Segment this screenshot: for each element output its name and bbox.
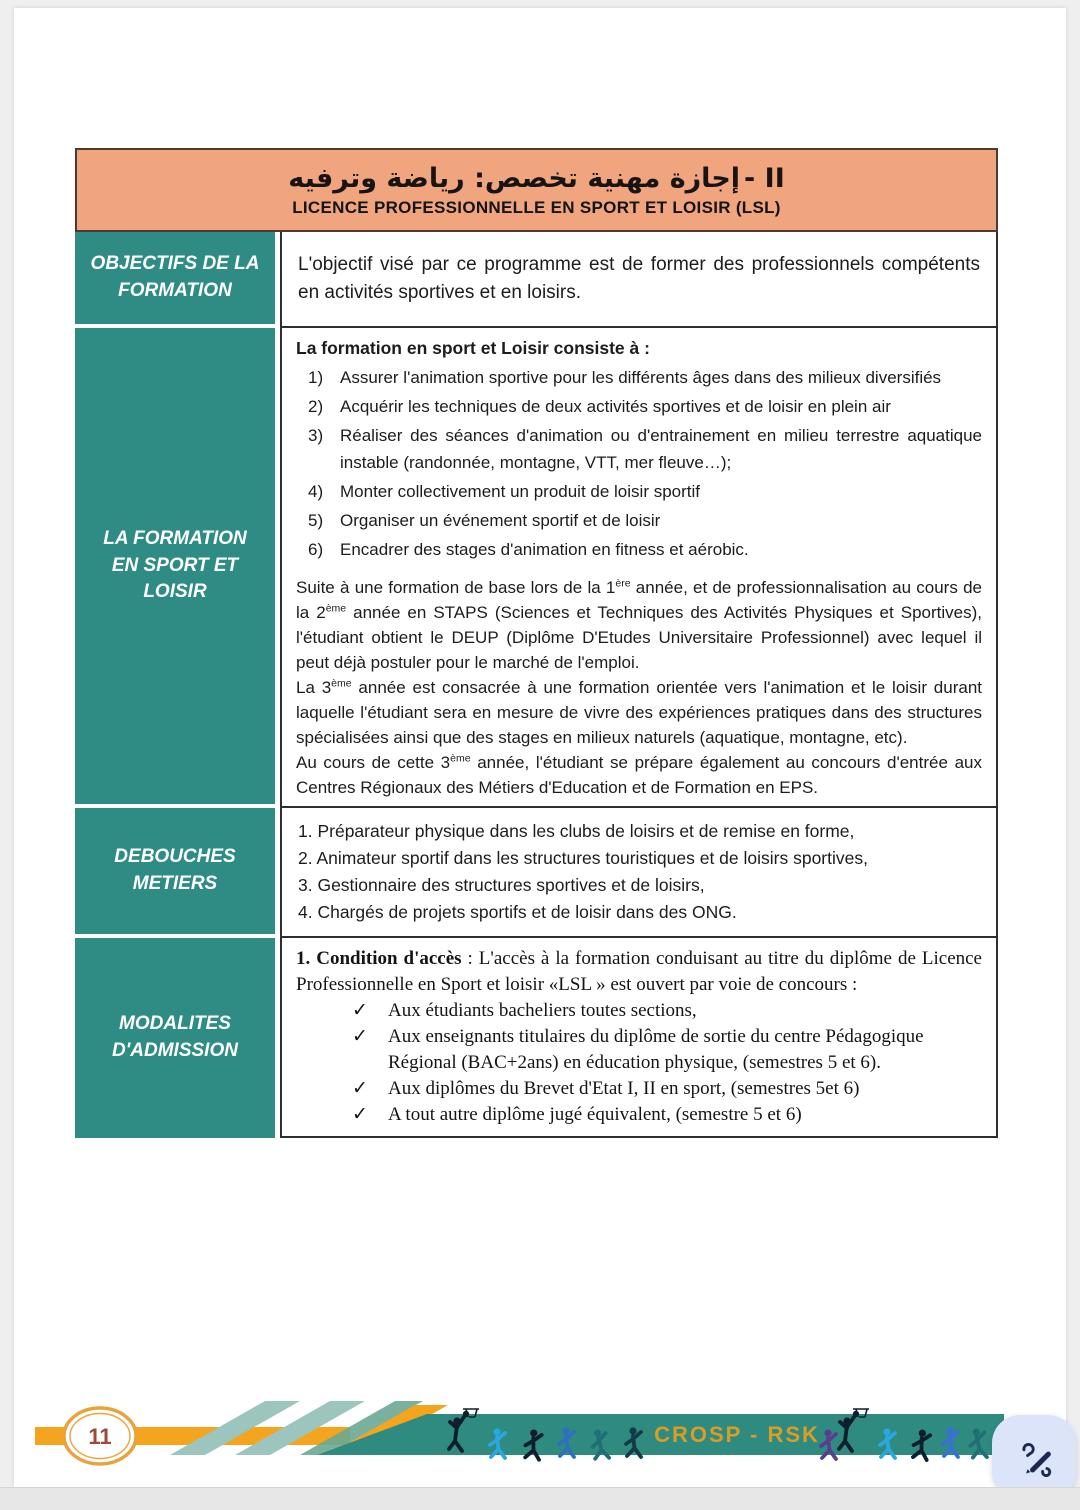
paragraph-text: année, et de professionnalisation au cours de la 2 — [296, 578, 982, 622]
item-number: 2) — [308, 397, 324, 416]
item-text: Organiser un événement sportif et de loisir — [340, 511, 661, 530]
formation-paragraph — [296, 575, 982, 675]
modalites-cell — [280, 938, 998, 1138]
item-number: 5) — [308, 511, 324, 530]
list-item — [296, 393, 982, 420]
check-icon: ✓ — [352, 1104, 368, 1125]
row-label-objectifs: OBJECTIFS DE LA FORMATION — [75, 232, 280, 328]
table-row — [75, 808, 998, 938]
paragraph-text: année est consacrée à une formation orientée vers l'animation et le loisir durant laquelle l'étudiant sera en mesure de vivre des expériences pratiques dans des structures spécialisées ainsi que des stages en milieux naturels (aquatique, montagne, etc). — [296, 678, 982, 747]
check-item — [296, 1102, 982, 1128]
superscript-ordinal: ème — [325, 602, 347, 615]
row-label-debouches: DEBOUCHES METIERS — [75, 808, 280, 938]
list-item: 1. Préparateur physique dans les clubs de loisirs et de remise en forme, — [298, 821, 855, 841]
check-icon: ✓ — [352, 1078, 368, 1099]
formation-intro: La formation en sport et Loisir consiste à : — [296, 338, 650, 358]
lead-bold: 1. Condition d'accès — [296, 948, 462, 969]
item-number: 3) — [308, 426, 324, 445]
row-label-formation: LA FORMATION EN SPORT ET LOISIR — [75, 328, 280, 808]
item-text: Réaliser des séances d'animation ou d'entrainement en milieu terrestre aquatique instable (randonnée, montagne, VTT, mer fleuve…); — [340, 426, 982, 472]
paragraph-text: Suite à une formation de base lors de la 1 — [296, 578, 616, 597]
modalites-lead — [296, 946, 982, 998]
brand-text: CROSP - RSK — [654, 1422, 820, 1447]
item-text: Encadrer des stages d'animation en fitness et aérobic. — [340, 540, 749, 559]
check-text: A tout autre diplôme jugé équivalent, (semestre 5 et 6) — [388, 1104, 802, 1125]
list-item — [296, 422, 982, 476]
item-text: Assurer l'animation sportive pour les différents âges dans des milieux diversifiés — [340, 368, 942, 387]
item-number: 4) — [308, 482, 324, 501]
formation-cell — [280, 328, 998, 808]
check-item — [296, 998, 982, 1024]
paragraph-text: année en STAPS (Sciences et Techniques des Activités Physiques et Sportives), l'étudiant obtient le DEUP (Diplôme D'Etudes Universitaire Professionnel) avec lequel il peut déjà postuler pour le marché de l'emploi. — [296, 603, 982, 672]
document-page — [14, 8, 1066, 1487]
formation-paragraph — [296, 675, 982, 750]
item-number: 1) — [308, 368, 324, 387]
page-number: 11 — [88, 1424, 112, 1449]
section-header — [75, 148, 998, 232]
table-row — [75, 328, 998, 808]
objectifs-cell — [280, 232, 998, 328]
list-item: 4. Chargés de projets sportifs et de loisir dans des ONG. — [298, 902, 737, 922]
page-number-badge — [64, 1408, 136, 1464]
list-item: 2. Animateur sportif dans les structures touristiques et de loisirs sportives, — [298, 848, 868, 868]
arabic-title — [288, 163, 785, 195]
check-text: Aux diplômes du Brevet d'Etat I, II en sport, (semestres 5et 6) — [388, 1078, 860, 1099]
list-item — [296, 536, 982, 563]
item-number: 6) — [308, 540, 324, 559]
info-table — [75, 232, 998, 1138]
check-item — [296, 1076, 982, 1102]
objectifs-text: L'objectif visé par ce programme est de former des professionnels compétents en activités sportives et en loisirs. — [298, 254, 980, 303]
roman-numeral: - II — [744, 162, 785, 194]
paragraph-text: La 3 — [296, 678, 332, 697]
check-text: Aux enseignants titulaires du diplôme de sortie du centre Pédagogique Régional (BAC+2ans) en éducation physique, (semestres 5 et 6). — [388, 1026, 924, 1073]
header-subtitle: LICENCE PROFESSIONNELLE EN SPORT ET LOISIR (LSL) — [292, 197, 781, 217]
formation-paragraph — [296, 750, 982, 800]
list-item: 3. Gestionnaire des structures sportives et de loisirs, — [298, 875, 705, 895]
check-text: Aux étudiants bacheliers toutes sections, — [388, 1000, 697, 1021]
check-icon: ✓ — [352, 1000, 368, 1021]
viewer-bottom-margin — [0, 1487, 1080, 1510]
item-text: Acquérir les techniques de deux activités sportives et de loisir en plein air — [340, 397, 891, 416]
footer-banner — [0, 1387, 1080, 1492]
paragraph-text: année, l'étudiant se prépare également au concours d'entrée aux Centres Régionaux des Métiers d'Education et de Formation en EPS. — [296, 753, 982, 797]
debouches-cell — [280, 808, 998, 938]
list-item — [296, 507, 982, 534]
arabic-title-text: إجازة مهنية تخصص: رياضة وترفيه — [288, 162, 741, 194]
item-text: Monter collectivement un produit de loisir sportif — [340, 482, 700, 501]
list-item — [296, 478, 982, 505]
superscript-ordinal: ème — [450, 752, 471, 765]
lead-rest: : L'accès à la formation conduisant au titre du diplôme de Licence Professionnelle en Sport et loisir «LSL » est ouvert par voie de concours : — [296, 948, 982, 995]
superscript-ordinal: ème — [331, 677, 352, 690]
check-item — [296, 1024, 982, 1076]
paragraph-text: Au cours de cette 3 — [296, 753, 451, 772]
edit-pen-icon — [1011, 1434, 1057, 1480]
superscript-ordinal: ère — [615, 577, 631, 590]
table-row — [75, 232, 998, 328]
check-icon: ✓ — [352, 1026, 368, 1047]
row-label-modalites: MODALITES D'ADMISSION — [75, 938, 280, 1138]
table-row — [75, 938, 998, 1138]
list-item — [296, 364, 982, 391]
